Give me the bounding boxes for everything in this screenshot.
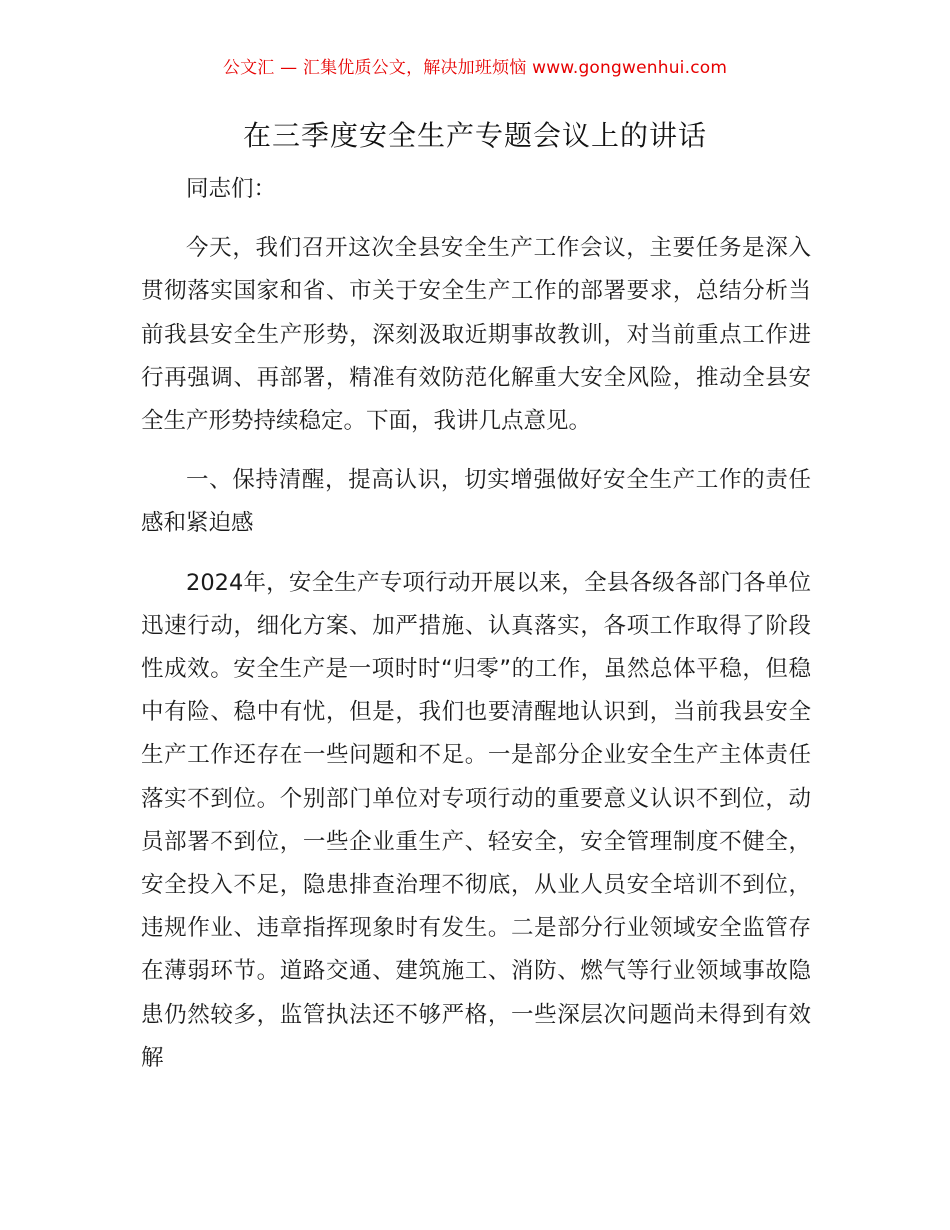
header-banner: 公文汇 — 汇集优质公文，解决加班烦恼 www.gongwenhui.com: [222, 58, 728, 78]
document-body: [141, 168, 811, 1096]
document-title: 在三季度安全生产专题会议上的讲话: [242, 119, 707, 152]
section-heading-1: 一、保持清醒，提高认识，切实增强做好安全生产工作的责任感和紧迫感: [141, 467, 811, 537]
paragraph-intro: 今天，我们召开这次全县安全生产工作会议，主要任务是深入贯彻落实国家和省、市关于安全生产工作的部署要求，总结分析当前我县安全生产形势，深刻汲取近期事故教训，对当前重点工作进行再强调、再部署，精准有效防范化解重大安全风险，推动全县安全生产形势持续稳定。下面，我讲几点意见。: [141, 235, 811, 435]
salutation: 同志们：: [186, 176, 277, 202]
paragraph-2024: 2024年，安全生产专项行动开展以来，全县各级各部门各单位迅速行动，细化方案、加严措施、认真落实，各项工作取得了阶段性成效。安全生产是一项时时“归零”的工作，虽然总体平稳，但稳中有险、稳中有忧，但是，我们也要清醒地认识到，当前我县安全生产工作还存在一些问题和不足。一是部分企业安全生产主体责任落实不到位。个别部门单位对专项行动的重要意义认识不到位，动员部署不到位，一些企业重生产、轻安全，安全管理制度不健全，安全投入不足，隐患排查治理不彻底，从业人员安全培训不到位，违规作业、违章指挥现象时有发生。二是部分行业领域安全监管存在薄弱环节。道路交通、建筑施工、消防、燃气等行业领域事故隐患仍然较多，监管执法还不够严格，一些深层次问题尚未得到有效解: [141, 569, 811, 1071]
